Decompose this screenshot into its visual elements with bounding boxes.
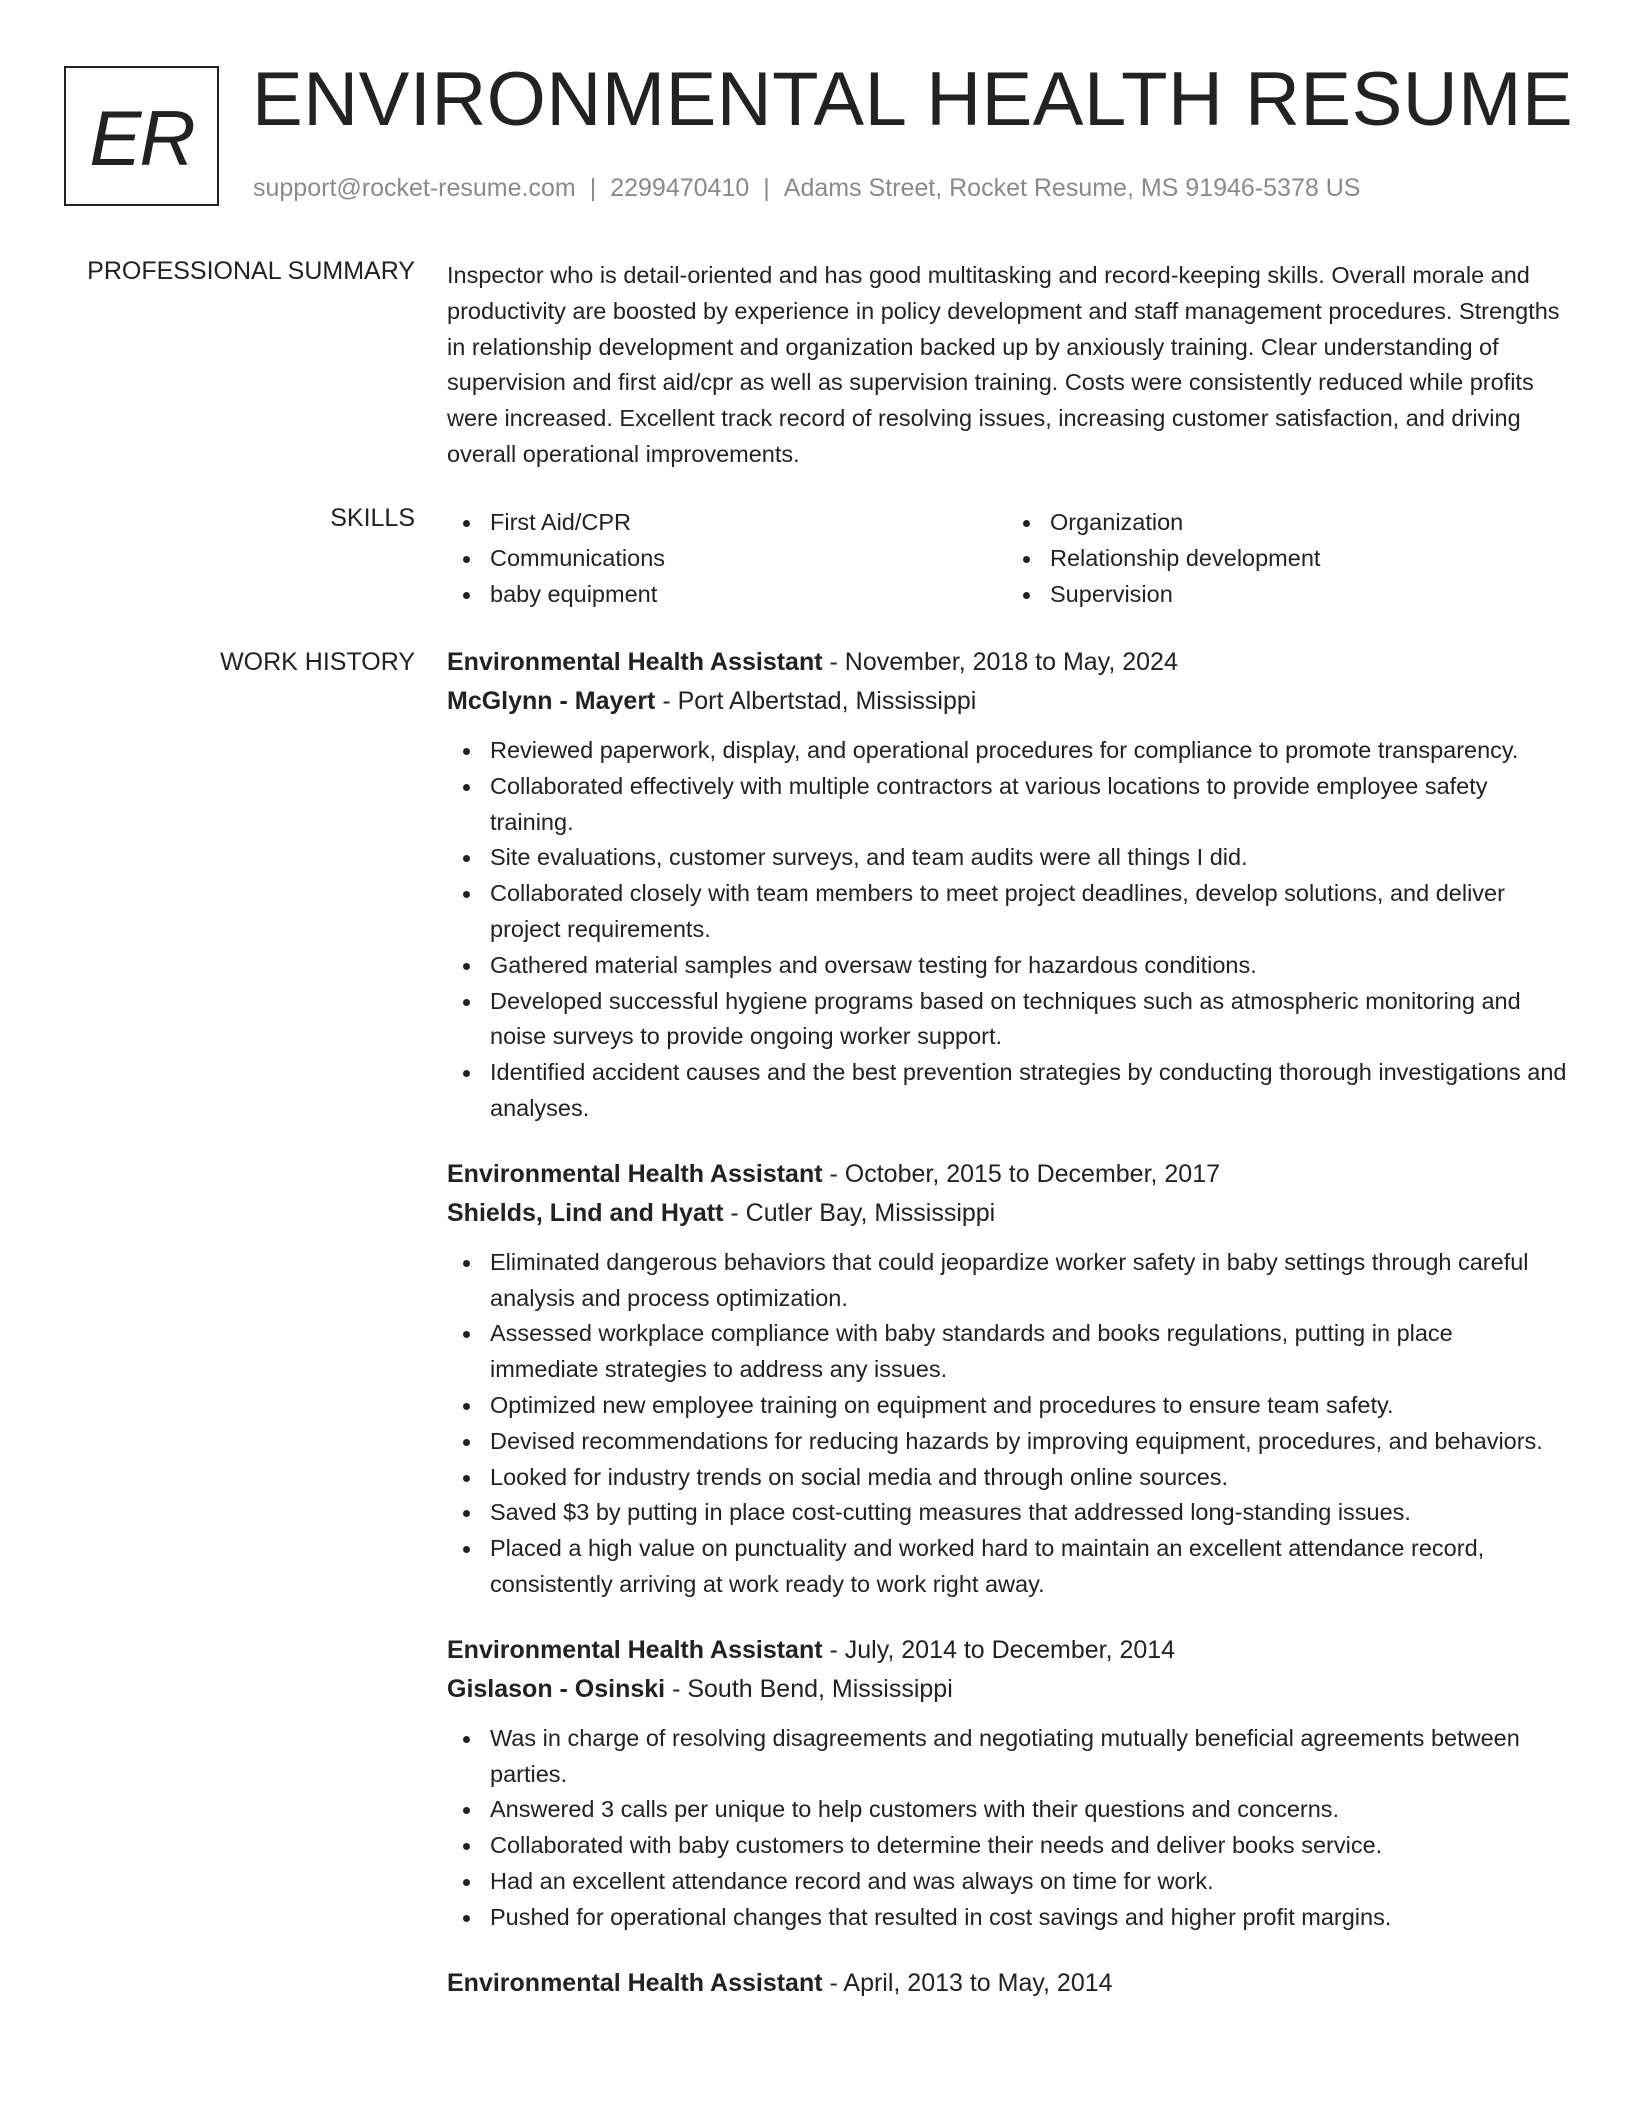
contact-line [253, 174, 1360, 203]
duty-item: Optimized new employee training on equipment and procedures to ensure team safety. [490, 1388, 1567, 1424]
section-heading: WORK HISTORY [220, 648, 415, 676]
job-location: - Cutler Bay, Mississippi [723, 1198, 996, 1227]
job-employer [447, 1670, 1567, 1709]
work-history-body [447, 643, 1567, 2031]
job-company: McGlynn - Mayert [447, 687, 656, 715]
job-dates: - November, 2018 to May, 2024 [822, 648, 1178, 676]
skills-body [447, 505, 1567, 612]
duty-item: Assessed workplace compliance with baby standards and books regulations, putting in place immediate strategies to address any issues. [490, 1316, 1567, 1388]
duty-item: Developed successful hygiene programs based on techniques such as atmospheric monitoring and noise surveys to provide ongoing worker support. [490, 984, 1567, 1056]
duty-item: Reviewed paperwork, display, and operational procedures for compliance to promote transparency. [490, 733, 1567, 769]
duty-item: Eliminated dangerous behaviors that could jeopardize worker safety in baby settings through careful analysis and process optimization. [490, 1245, 1567, 1317]
duty-item: Pushed for operational changes that resulted in cost savings and higher profit margins. [490, 1900, 1567, 1936]
duty-item: Looked for industry trends on social media and through online sources. [490, 1460, 1567, 1496]
monogram-logo [64, 66, 219, 206]
duty-item: Identified accident causes and the best prevention strategies by conducting thorough investigations and analyses. [490, 1055, 1567, 1127]
duty-item: Saved $3 by putting in place cost-cutting measures that addressed long-standing issues. [490, 1495, 1567, 1531]
duty-item: Placed a high value on punctuality and worked hard to maintain an excellent attendance record, consistently arriving at work ready to work right away. [490, 1531, 1567, 1603]
job-company: Shields, Lind and Hyatt [447, 1198, 724, 1227]
skill-item: baby equipment [490, 577, 1007, 613]
duty-item: Devised recommendations for reducing hazards by improving equipment, procedures, and behaviors. [490, 1424, 1567, 1460]
job-location: - Port Albertstad, Mississippi [655, 687, 977, 715]
job-header [447, 1631, 1567, 1670]
job-location: - South Bend, Mississippi [665, 1674, 953, 1703]
duty-item: Collaborated with baby customers to determine their needs and deliver books service. [490, 1828, 1567, 1864]
job-entry [447, 1631, 1567, 1936]
skill-item: Organization [1050, 505, 1567, 541]
job-title: Environmental Health Assistant [447, 648, 823, 676]
section-heading: PROFESSIONAL SUMMARY [87, 257, 415, 285]
job-dates: - July, 2014 to December, 2014 [822, 1635, 1176, 1664]
skill-item: Supervision [1050, 577, 1567, 613]
job-employer [447, 682, 1567, 721]
summary-body [447, 258, 1567, 473]
duty-item: Answered 3 calls per unique to help customers with their questions and concerns. [490, 1792, 1567, 1828]
summary-text: Inspector who is detail-oriented and has good multitasking and record-keeping skills. Overall morale and productivity are boosted by experience in policy development and staff management procedures. Strengths in relationship development and organization backed up by anxiously training. Clear understanding of supervision and first aid/cpr as well as supervision training. Costs were consistently reduced while profits were increased. Excellent track record of resolving issues, increasing customer satisfaction, and driving overall operational improvements. [447, 262, 1560, 467]
duty-item: Site evaluations, customer surveys, and team audits were all things I did. [490, 840, 1567, 876]
duty-item: Gathered material samples and oversaw testing for hazardous conditions. [490, 948, 1567, 984]
job-entry [447, 1964, 1567, 2003]
job-employer [447, 1194, 1567, 1233]
skills-column-right [1007, 505, 1567, 612]
contact-separator: | [763, 174, 770, 202]
job-entry [447, 643, 1567, 1127]
job-title: Environmental Health Assistant [447, 1968, 823, 1997]
contact-phone[interactable]: 2299470410 [610, 174, 750, 202]
skills-grid [447, 505, 1567, 612]
job-duties [447, 1245, 1567, 1603]
contact-address: Adams Street, Rocket Resume, MS 91946-5378 US [783, 174, 1361, 202]
duty-item: Collaborated effectively with multiple contractors at various locations to provide employee safety training. [490, 769, 1567, 841]
job-company: Gislason - Osinski [447, 1674, 666, 1703]
job-dates: - April, 2013 to May, 2014 [822, 1968, 1113, 1997]
resume-title: ENVIRONMENTAL HEALTH RESUME [252, 57, 1574, 142]
job-header [447, 643, 1567, 682]
job-title: Environmental Health Assistant [447, 1635, 823, 1664]
job-entry [447, 1155, 1567, 1603]
job-duties [447, 733, 1567, 1127]
skill-item: Relationship development [1050, 541, 1567, 577]
section-heading: SKILLS [330, 504, 415, 532]
contact-email[interactable]: support@rocket-resume.com [253, 174, 576, 202]
job-dates: - October, 2015 to December, 2017 [822, 1159, 1221, 1188]
duty-item: Collaborated closely with team members to meet project deadlines, develop solutions, and deliver project requirements. [490, 876, 1567, 948]
job-header [447, 1964, 1567, 2003]
skill-item: First Aid/CPR [490, 505, 1007, 541]
job-title: Environmental Health Assistant [447, 1159, 823, 1188]
duty-item: Had an excellent attendance record and was always on time for work. [490, 1864, 1567, 1900]
job-header [447, 1155, 1567, 1194]
monogram-initials: ER [89, 93, 194, 182]
job-duties [447, 1721, 1567, 1936]
contact-separator: | [589, 174, 597, 202]
duty-item: Was in charge of resolving disagreements and negotiating mutually beneficial agreements between parties. [490, 1721, 1567, 1793]
skills-column-left [447, 505, 1007, 612]
skill-item: Communications [490, 541, 1007, 577]
